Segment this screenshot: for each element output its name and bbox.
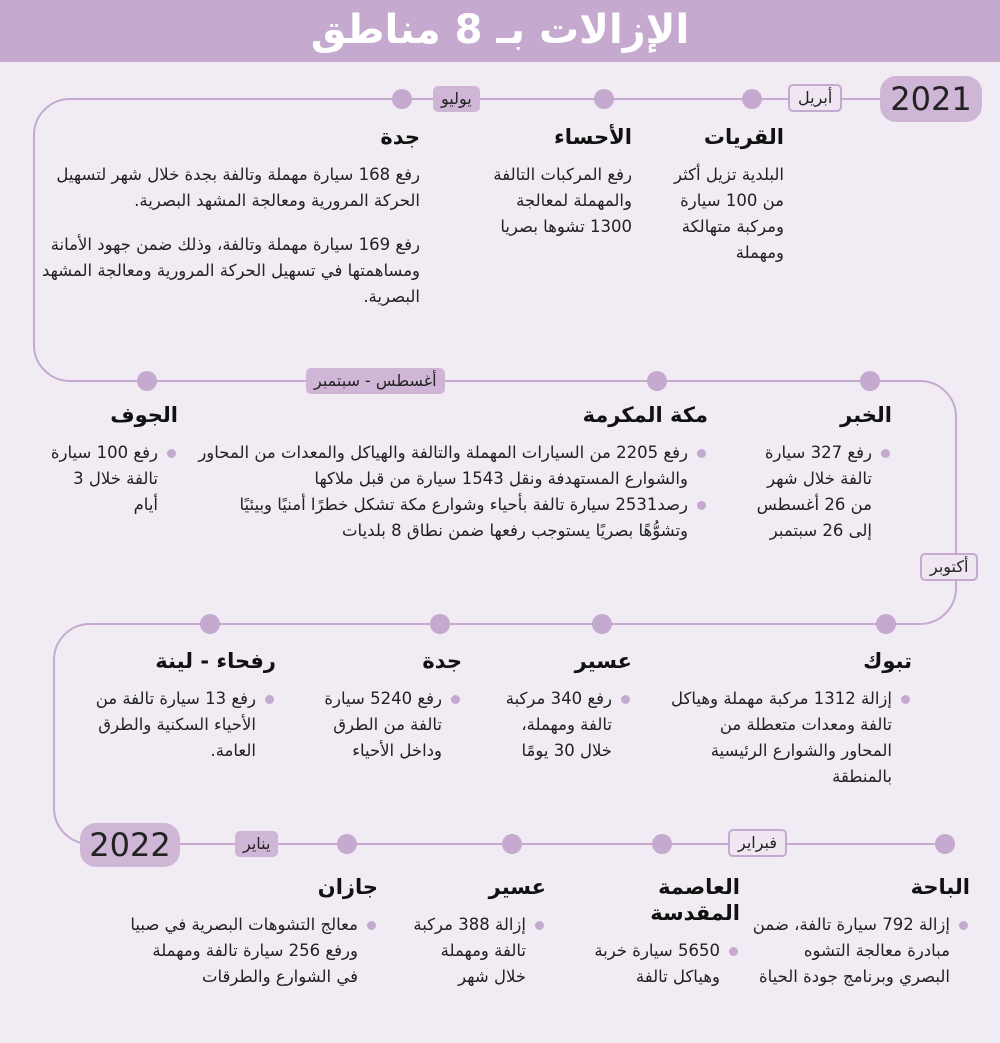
entry-title: جازان	[317, 875, 378, 899]
entry-bullet: رفع 2205 من السيارات المهملة والتالفة والهياكل والمعدات من المحاور والشوارع المستهدفة ونقل 1543 سيارة من قبل ملاكها	[188, 440, 708, 492]
entry-text: رفع 168 سيارة مهملة وتالفة بجدة خلال شهر لتسهيل الحركة المرورية ومعالجة المشهد البصرية.	[56, 165, 420, 210]
month-october: أكتوبر	[920, 553, 978, 581]
entry-bullet: رفع 327 سيارة تالفة خلال شهر من 26 أغسطس إلى 26 سبتمبر	[744, 440, 892, 544]
month-july: يوليو	[433, 86, 480, 112]
entry-title: الأحساء	[554, 125, 632, 149]
timeline-dot	[935, 834, 955, 854]
entry-bullet: رفع 13 سيارة تالفة من الأحياء السكنية والطرق العامة.	[80, 686, 276, 764]
entry-bullet: إزالة 388 مركبة تالفة ومهملة خلال شهر	[404, 912, 546, 990]
timeline-dot	[860, 371, 880, 391]
entry-title: الجوف	[110, 403, 178, 427]
timeline-dot	[200, 614, 220, 634]
entry-bullet: 5650 سيارة خربة وهياكل تالفة	[564, 938, 740, 990]
entry-jeddah	[40, 124, 420, 310]
entry-bullet: إزالة 792 سيارة تالفة، ضمن مبادرة معالجة التشوه البصري وبرنامج جودة الحياة	[750, 912, 970, 990]
month-february: فبراير	[728, 829, 787, 857]
entry-text: البلدية تزيل أكثر من 100 سيارة ومركبة متهالكة ومهملة	[674, 165, 784, 262]
entry-text: رفع 169 سيارة مهملة وتالفة، وذلك ضمن جهود الأمانة ومساهمتها في تسهيل الحركة المرورية ومعالجة المشهد البصرية.	[41, 235, 420, 306]
entry-bullet: رفع 100 سيارة تالفة خلال 3 أيام	[50, 440, 178, 518]
year-end-badge: 2022	[80, 823, 180, 867]
year-start-badge: 2021	[880, 76, 982, 122]
entry-title: تبوك	[863, 649, 912, 673]
entry-text: رفع المركبات التالفة والمهملة لمعالجة 1300 تشوها بصريا	[493, 165, 632, 236]
timeline-dot	[742, 89, 762, 109]
month-aug-sep: أغسطس - سبتمبر	[306, 368, 445, 394]
month-april: أبريل	[788, 84, 842, 112]
entry-title: الخبر	[840, 403, 892, 427]
entry-asir2	[404, 874, 546, 990]
entry-khobar	[744, 402, 892, 544]
timeline-dot	[430, 614, 450, 634]
entry-title: جدة	[422, 649, 462, 673]
entry-title: القريات	[703, 125, 784, 149]
timeline-dot	[652, 834, 672, 854]
timeline-dot	[137, 371, 157, 391]
timeline-dot	[392, 89, 412, 109]
entry-baha	[750, 874, 970, 990]
entry-title: جدة	[380, 125, 420, 149]
timeline-dot	[592, 614, 612, 634]
entry-jouf	[50, 402, 178, 518]
entry-capital	[564, 874, 740, 990]
entry-title: عسير	[488, 875, 546, 899]
entry-title: العاصمة المقدسة	[650, 875, 740, 925]
timeline-dot	[594, 89, 614, 109]
entry-bullet: رفع 340 مركبة تالفة ومهملة، خلال 30 يومًا	[486, 686, 632, 764]
timeline-dot	[876, 614, 896, 634]
entry-bullet: إزالة 1312 مركبة مهملة وهياكل تالفة ومعدات متعطلة من المحاور والشوارع الرئيسية بالمنطقة	[668, 686, 912, 790]
entry-jeddah2	[294, 648, 462, 764]
entry-jazan	[128, 874, 378, 990]
month-january: يناير	[235, 831, 278, 857]
entry-tabuk	[668, 648, 912, 790]
entry-ahsa	[486, 124, 632, 240]
entry-title: رفحاء - لينة	[155, 649, 276, 673]
entry-title: مكة المكرمة	[582, 403, 708, 427]
entry-qurayyat	[650, 124, 784, 266]
entry-title: الباحة	[910, 875, 970, 899]
timeline-dot	[502, 834, 522, 854]
entry-bullet: رصد2531 سيارة تالفة بأحياء وشوارع مكة تشكل خطرًا أمنيًا وبيئيًا وتشوُّهًا بصريًا يستوجب رفعها ضمن نطاق 8 بلديات	[188, 492, 708, 544]
timeline-dot	[337, 834, 357, 854]
entry-asir	[486, 648, 632, 764]
entry-rafha	[80, 648, 276, 764]
entry-bullet: رفع 5240 سيارة تالفة من الطرق وداخل الأحياء	[294, 686, 462, 764]
entry-title: عسير	[574, 649, 632, 673]
entry-bullet: معالج التشوهات البصرية في صبيا ورفع 256 سيارة تالفة ومهملة في الشوارع والطرقات	[128, 912, 378, 990]
timeline-dot	[647, 371, 667, 391]
page-title: الإزالات بـ 8 مناطق	[310, 7, 690, 53]
entry-makkah	[188, 402, 708, 544]
